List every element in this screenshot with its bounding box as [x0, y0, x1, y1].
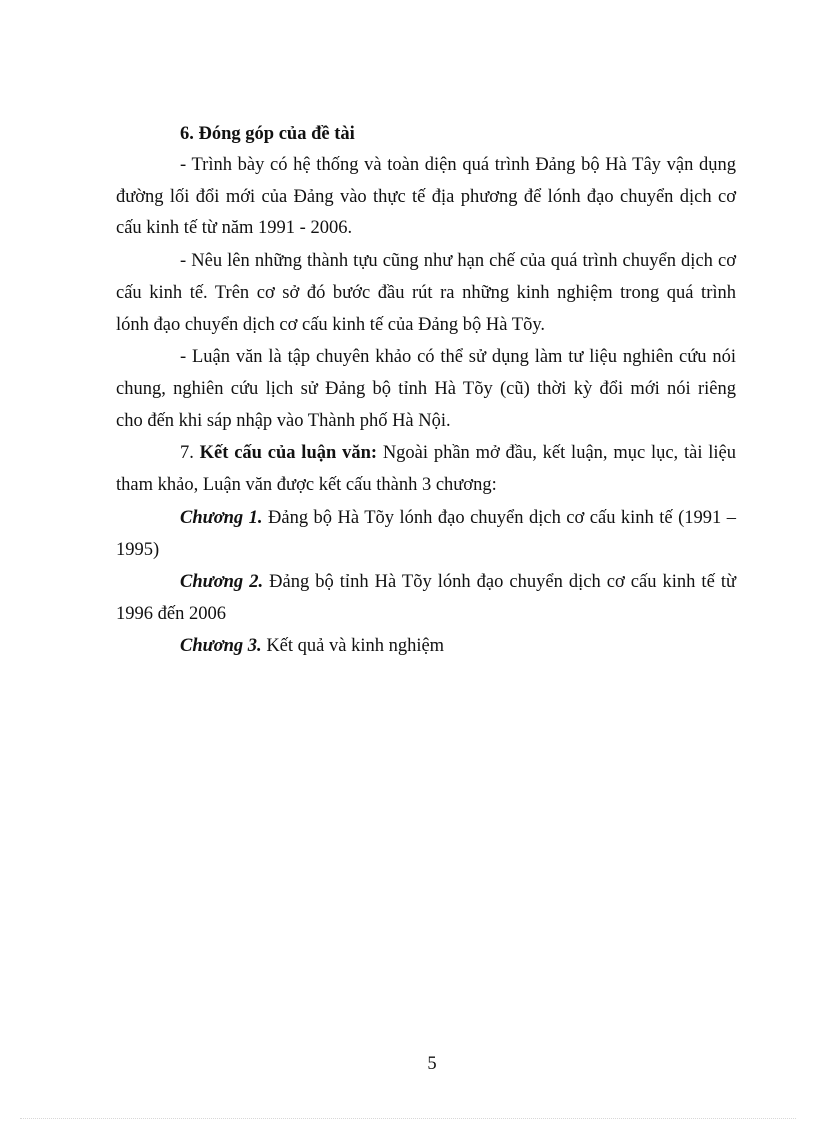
section-6-heading: 6. Đóng góp của đề tài [180, 124, 355, 144]
paragraph-line: cấu kinh tế. Trên cơ sở đó bước đầu rút ra những kinh nghiệm trong quá trình [116, 283, 736, 303]
paragraph-line: cho đến khi sáp nhập vào Thành phố Hà Nội. [116, 411, 451, 431]
paragraph-line: đường lối đổi mới của Đảng vào thực tế địa phương để lónh đạo chuyển dịch cơ [116, 187, 736, 207]
chapter-2 [180, 570, 736, 594]
section-7-heading: Kết cấu của luận văn: [199, 443, 378, 463]
paragraph-line: chung, nghiên cứu lịch sử Đảng bộ tỉnh Hà Tõy (cũ) thời kỳ đổi mới nói riêng [116, 379, 736, 399]
chapter-2-title: Đảng bộ tỉnh Hà Tõy lónh đạo chuyển dịch cơ cấu kinh tế từ [269, 572, 736, 592]
chapter-1-continuation: 1995) [116, 540, 160, 560]
paragraph-line: - Nêu lên những thành tựu cũng như hạn chế của quá trình chuyển dịch cơ [180, 251, 736, 271]
paragraph-line: lónh đạo chuyển dịch cơ cấu kinh tế của Đảng bộ Hà Tõy. [116, 315, 545, 335]
paragraph-line: tham khảo, Luận văn được kết cấu thành 3 chương: [116, 475, 497, 495]
chapter-1 [180, 506, 736, 530]
chapter-2-continuation: 1996 đến 2006 [116, 604, 226, 624]
paragraph-line: - Luận văn là tập chuyên khảo có thể sử dụng làm tư liệu nghiên cứu nói [180, 347, 736, 367]
section-7-text: Ngoài phần mở đầu, kết luận, mục lục, tài liệu [382, 443, 736, 463]
section-7-line [180, 441, 736, 465]
page-number: 5 [427, 1054, 437, 1074]
chapter-3-label: Chương 3. [180, 636, 262, 656]
chapter-1-title: Đảng bộ Hà Tõy lónh đạo chuyển dịch cơ cấu kinh tế (1991 – [268, 508, 736, 528]
bottom-divider [20, 1118, 796, 1119]
paragraph-line: - Trình bày có hệ thống và toàn diện quá trình Đảng bộ Hà Tây vận dụng [180, 155, 736, 175]
chapter-2-label: Chương 2. [180, 572, 264, 592]
chapter-1-label: Chương 1. [180, 508, 263, 528]
section-7-number: 7. [180, 443, 194, 463]
chapter-3 [180, 634, 444, 658]
paragraph-line: cấu kinh tế từ năm 1991 - 2006. [116, 218, 353, 238]
chapter-3-title: Kết quả và kinh nghiệm [266, 636, 445, 656]
